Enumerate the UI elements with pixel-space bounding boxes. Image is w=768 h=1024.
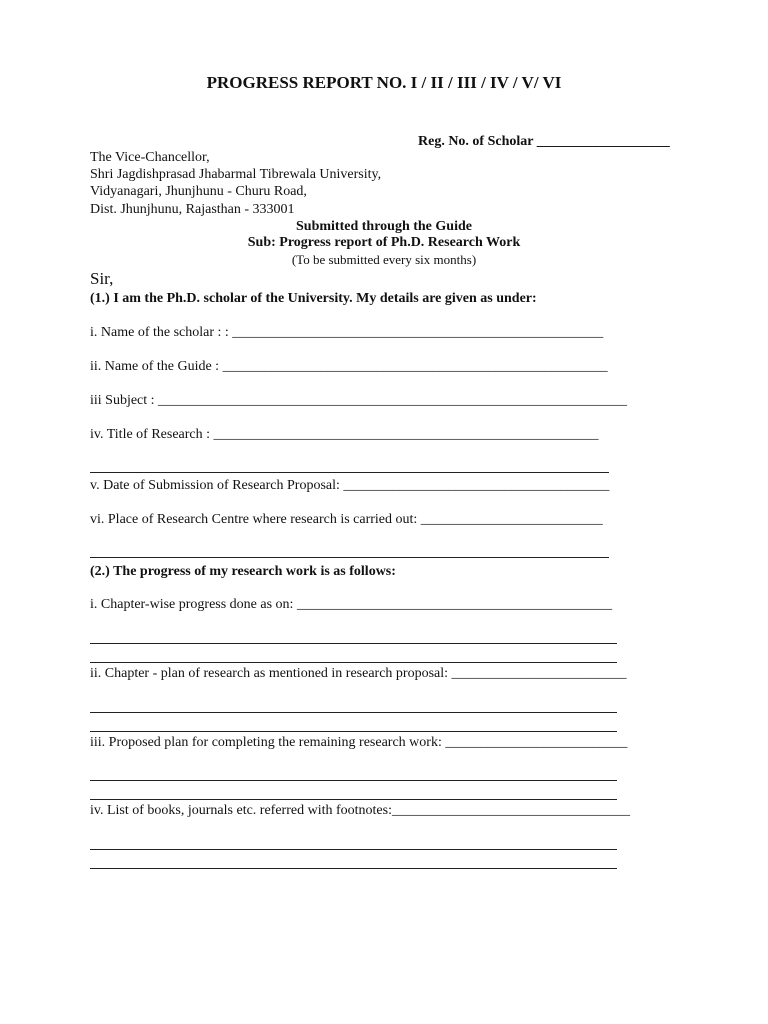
date-of-submission-field[interactable]: v. Date of Submission of Research Proposal: ______________________________________ [90, 478, 610, 493]
address-line-4: Dist. Jhunjhunu, Rajasthan - 333001 [90, 202, 295, 217]
proposed-plan-line-2[interactable] [90, 799, 617, 800]
address-line-3: Vidyanagari, Jhunjhunu - Churu Road, [90, 184, 307, 199]
place-of-research-continuation-line[interactable] [90, 557, 609, 558]
list-of-books-line-2[interactable] [90, 868, 617, 869]
name-of-guide-field[interactable]: ii. Name of the Guide : _______________________________________________________ [90, 359, 608, 374]
list-of-books-line-1[interactable] [90, 849, 617, 850]
name-of-scholar-field[interactable]: i. Name of the scholar : : _____________________________________________________ [90, 325, 604, 340]
list-of-books-field[interactable]: iv. List of books, journals etc. referred with footnotes:__________________________________ [90, 803, 630, 818]
address-line-1: The Vice-Chancellor, [90, 150, 210, 165]
chapter-plan-field[interactable]: ii. Chapter - plan of research as mentioned in research proposal: _________________________ [90, 666, 627, 681]
subject-line: Sub: Progress report of Ph.D. Research Work [247, 235, 521, 250]
chapter-progress-line-1[interactable] [90, 643, 617, 644]
section-2-heading: (2.) The progress of my research work is as follows: [90, 564, 396, 579]
chapter-plan-line-1[interactable] [90, 712, 617, 713]
chapter-progress-field[interactable]: i. Chapter-wise progress done as on: _____________________________________________ [90, 597, 612, 612]
title-of-research-continuation-line[interactable] [90, 472, 609, 473]
proposed-plan-field[interactable]: iii. Proposed plan for completing the remaining research work: __________________________ [90, 735, 628, 750]
page-title: PROGRESS REPORT NO. I / II / III / IV / V/ VI [206, 73, 562, 92]
subject-field[interactable]: iii Subject : ___________________________________________________________________ [90, 393, 628, 408]
chapter-progress-line-2[interactable] [90, 662, 617, 663]
section-1-heading: (1.) I am the Ph.D. scholar of the University. My details are given as under: [90, 291, 537, 306]
proposed-plan-line-1[interactable] [90, 780, 617, 781]
reg-no-field[interactable]: Reg. No. of Scholar ___________________ [418, 134, 670, 149]
place-of-research-field[interactable]: vi. Place of Research Centre where research is carried out: __________________________ [90, 512, 603, 527]
frequency-note: (To be submitted every six months) [291, 252, 477, 267]
salutation: Sir, [90, 269, 114, 288]
chapter-plan-line-2[interactable] [90, 731, 617, 732]
address-line-2: Shri Jagdishprasad Jhabarmal Tibrewala University, [90, 167, 382, 182]
submitted-through-guide: Submitted through the Guide [296, 219, 472, 234]
title-of-research-field[interactable]: iv. Title of Research : _______________________________________________________ [90, 427, 599, 442]
